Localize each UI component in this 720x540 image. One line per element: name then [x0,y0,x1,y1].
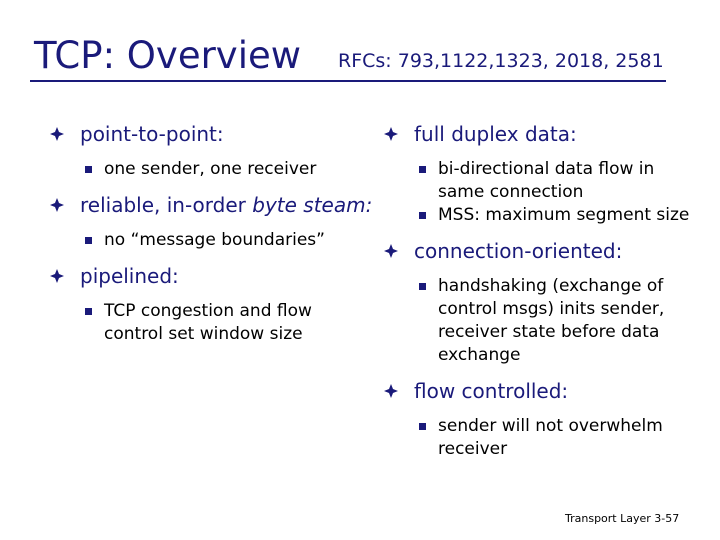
square-bullet-icon [85,237,92,244]
title-underline [30,80,666,82]
left-column [50,122,375,346]
sub-item: handshaking (exchange of control msgs) inits sender, receiver state before data exchange [414,275,694,367]
sub-list [384,275,694,367]
sub-item: bi-directional data flow in same connection [414,158,694,204]
bullet-point-to-point [50,122,375,146]
bullet-label: pipelined: [80,264,179,288]
square-bullet-icon [85,308,92,315]
sub-list [50,300,375,346]
diamond-bullet-icon [50,198,64,212]
diamond-bullet-icon [50,127,64,141]
sub-item: no “message boundaries” [80,229,375,252]
bullet-reliable [50,193,375,217]
sub-list [384,158,694,227]
sub-item: TCP congestion and flow control set window size [80,300,375,346]
bullet-label: point-to-point: [80,122,224,146]
rfc-list: RFCs: 793,1122,1323, 2018, 2581 [338,50,664,72]
sub-list [384,415,694,461]
sub-list [50,158,375,181]
sub-list [50,229,375,252]
sub-item: sender will not overwhelm receiver [414,415,694,461]
square-bullet-icon [419,283,426,290]
sub-item: MSS: maximum segment size [414,204,694,227]
square-bullet-icon [419,212,426,219]
square-bullet-icon [419,423,426,430]
diamond-bullet-icon [384,384,398,398]
square-bullet-icon [419,166,426,173]
bullet-label: flow controlled: [414,379,569,403]
bullet-flow-controlled [384,379,694,403]
diamond-bullet-icon [384,127,398,141]
sub-item: one sender, one receiver [80,158,375,181]
bullet-label: full duplex data: [414,122,577,146]
slide-footer: Transport Layer 3-57 [565,512,680,525]
bullet-label: connection-oriented: [414,239,623,263]
slide-title: TCP: Overview [34,34,302,77]
bullet-label: reliable, in-order byte steam: [80,193,373,217]
square-bullet-icon [85,166,92,173]
bullet-connection-oriented [384,239,694,263]
right-column [384,122,694,461]
diamond-bullet-icon [50,269,64,283]
diamond-bullet-icon [384,244,398,258]
bullet-pipelined [50,264,375,288]
bullet-full-duplex [384,122,694,146]
